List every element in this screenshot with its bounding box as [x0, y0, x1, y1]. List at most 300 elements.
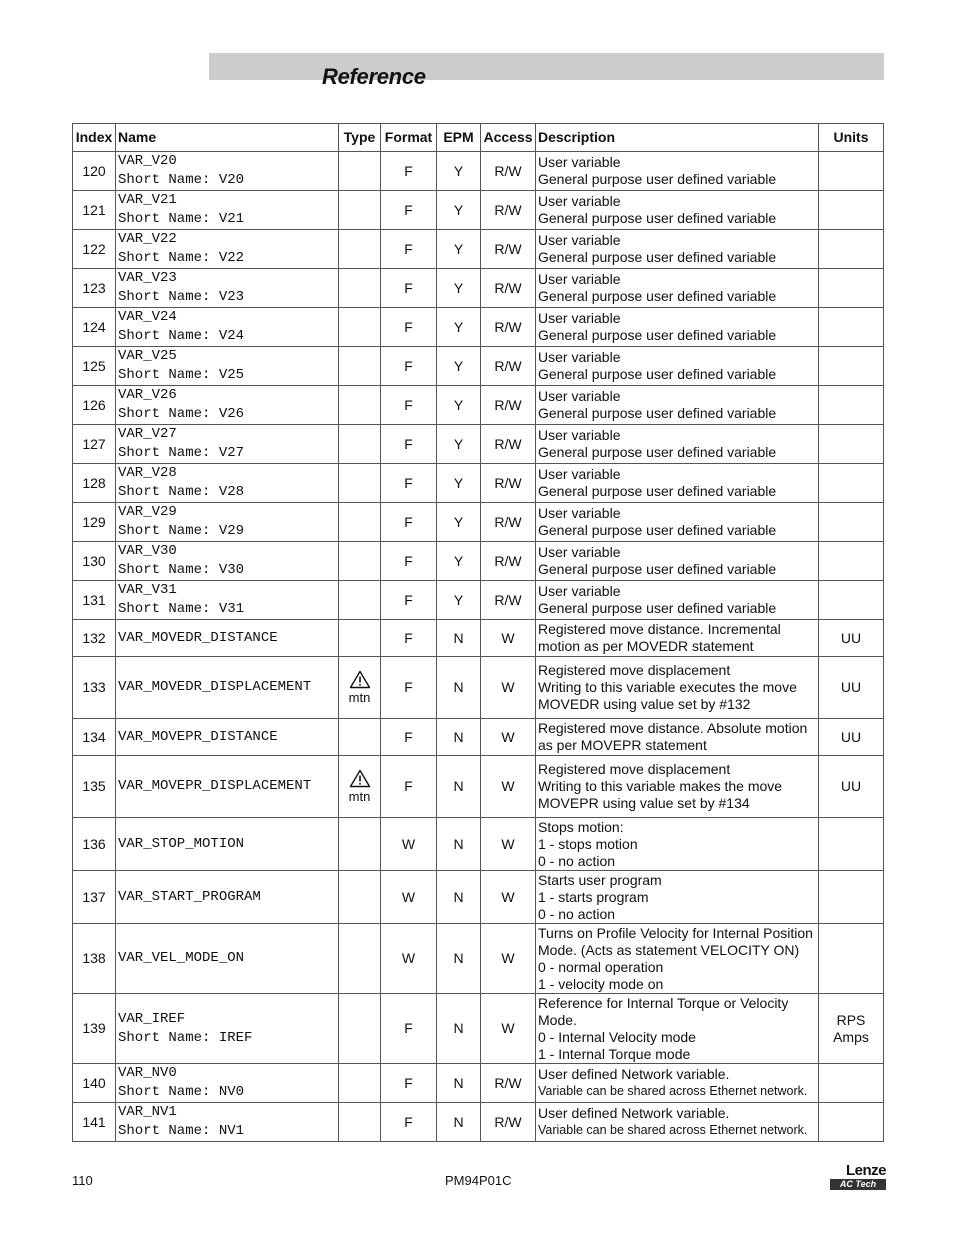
name-line: Short Name: V31	[118, 601, 245, 617]
description-line: General purpose user defined variable	[538, 171, 777, 187]
cell-name	[116, 818, 339, 871]
cell-format: F	[381, 756, 437, 818]
name-line: VAR_V26	[118, 387, 177, 403]
cell-name	[116, 620, 339, 657]
name-line: VAR_NV0	[118, 1065, 177, 1081]
cell-units	[819, 871, 884, 924]
description-line: Stops motion:	[538, 818, 624, 835]
cell-epm: N	[437, 620, 481, 657]
cell-format: W	[381, 818, 437, 871]
cell-epm: Y	[437, 347, 481, 386]
description-line: User variable	[538, 583, 621, 599]
name-line: VAR_MOVEDR_DISPLACEMENT	[118, 679, 312, 695]
cell-units	[819, 308, 884, 347]
table-row	[73, 152, 884, 191]
description-line: General purpose user defined variable	[538, 522, 777, 538]
cell-epm: Y	[437, 503, 481, 542]
description-line: 0 - no action	[538, 905, 616, 922]
table-row	[73, 871, 884, 924]
cell-name	[116, 657, 339, 719]
warning-triangle-icon	[349, 670, 371, 689]
cell-description	[536, 581, 819, 620]
cell-type	[339, 542, 381, 581]
description-line: Registered move distance. Incremental	[538, 621, 781, 637]
cell-index: 136	[73, 818, 116, 871]
cell-units	[819, 191, 884, 230]
name-line: VAR_NV1	[118, 1104, 177, 1120]
name-line: Short Name: NV0	[118, 1084, 245, 1100]
table-header-row	[73, 124, 884, 152]
logo-main-text: Lenze	[845, 1162, 886, 1179]
cell-description	[536, 386, 819, 425]
description-line: General purpose user defined variable	[538, 405, 777, 421]
description-line: MOVEPR using value set by #134	[538, 795, 750, 811]
description-line: User variable	[538, 349, 621, 365]
cell-type	[339, 871, 381, 924]
cell-name	[116, 994, 339, 1064]
cell-index: 132	[73, 620, 116, 657]
table-row	[73, 1064, 884, 1103]
cell-type	[339, 1064, 381, 1103]
cell-name	[116, 269, 339, 308]
cell-units	[819, 347, 884, 386]
column-header-index: Index	[73, 124, 116, 152]
table-row	[73, 269, 884, 308]
description-line: Turns on Profile Velocity for Internal Position	[538, 924, 813, 941]
cell-access: R/W	[481, 386, 536, 425]
cell-type	[339, 581, 381, 620]
units-line: UU	[840, 679, 862, 695]
name-line: Short Name: NV1	[118, 1123, 245, 1139]
cell-type	[339, 620, 381, 657]
name-line: VAR_V27	[118, 426, 177, 442]
table-row	[73, 308, 884, 347]
description-line: Mode. (Acts as statement VELOCITY ON)	[538, 941, 800, 958]
cell-access: R/W	[481, 230, 536, 269]
cell-units	[819, 581, 884, 620]
table-row	[73, 386, 884, 425]
cell-type	[339, 924, 381, 994]
description-line: General purpose user defined variable	[538, 210, 777, 226]
cell-name	[116, 152, 339, 191]
cell-format: F	[381, 308, 437, 347]
cell-epm: Y	[437, 425, 481, 464]
cell-type	[339, 818, 381, 871]
cell-index: 125	[73, 347, 116, 386]
cell-index: 134	[73, 719, 116, 756]
cell-description	[536, 230, 819, 269]
description-line: General purpose user defined variable	[538, 288, 777, 304]
cell-name	[116, 756, 339, 818]
table-row	[73, 230, 884, 269]
name-line: VAR_MOVEPR_DISPLACEMENT	[118, 778, 312, 794]
cell-units	[819, 230, 884, 269]
cell-format: F	[381, 230, 437, 269]
column-header-type: Type	[339, 124, 381, 152]
name-line: VAR_STOP_MOTION	[118, 835, 245, 852]
cell-units	[819, 818, 884, 871]
cell-access: R/W	[481, 1103, 536, 1142]
description-line: Writing to this variable makes the move	[538, 778, 783, 794]
cell-index: 133	[73, 657, 116, 719]
description-line: General purpose user defined variable	[538, 561, 777, 577]
cell-description	[536, 269, 819, 308]
cell-description	[536, 756, 819, 818]
type-marker	[341, 769, 378, 804]
description-line: User variable	[538, 271, 621, 287]
cell-epm: N	[437, 756, 481, 818]
cell-format: F	[381, 347, 437, 386]
cell-units	[819, 503, 884, 542]
description-line: 1 - stops motion	[538, 835, 638, 852]
cell-format: F	[381, 994, 437, 1064]
cell-type	[339, 464, 381, 503]
cell-format: F	[381, 386, 437, 425]
description-line: User variable	[538, 232, 621, 248]
name-line: VAR_V30	[118, 543, 177, 559]
description-line: as per MOVEPR statement	[538, 737, 707, 753]
cell-access: W	[481, 924, 536, 994]
cell-description	[536, 542, 819, 581]
cell-access: R/W	[481, 425, 536, 464]
cell-description	[536, 871, 819, 924]
cell-index: 124	[73, 308, 116, 347]
cell-name	[116, 386, 339, 425]
cell-access: R/W	[481, 308, 536, 347]
cell-index: 138	[73, 924, 116, 994]
column-header-units: Units	[819, 124, 884, 152]
description-line: 1 - velocity mode on	[538, 975, 664, 992]
description-line: General purpose user defined variable	[538, 483, 777, 499]
name-line: Short Name: V25	[118, 367, 245, 383]
cell-description	[536, 994, 819, 1064]
cell-units	[819, 719, 884, 756]
cell-description	[536, 1103, 819, 1142]
cell-access: W	[481, 620, 536, 657]
name-line: Short Name: V30	[118, 562, 245, 578]
description-line: User variable	[538, 310, 621, 326]
name-line: Short Name: V27	[118, 445, 245, 461]
units-line: UU	[840, 629, 862, 646]
cell-units	[819, 1103, 884, 1142]
cell-units	[819, 657, 884, 719]
cell-units	[819, 464, 884, 503]
column-header-format: Format	[381, 124, 437, 152]
cell-format: F	[381, 719, 437, 756]
description-line: General purpose user defined variable	[538, 249, 777, 265]
cell-name	[116, 581, 339, 620]
cell-access: W	[481, 818, 536, 871]
description-line: Registered move distance. Absolute motion	[538, 720, 808, 736]
description-line: Reference for Internal Torque or Velocity	[538, 994, 789, 1011]
units-line: UU	[840, 728, 862, 745]
cell-description	[536, 657, 819, 719]
cell-index: 129	[73, 503, 116, 542]
cell-type	[339, 347, 381, 386]
description-line: User variable	[538, 505, 621, 521]
name-line: VAR_MOVEDR_DISTANCE	[118, 629, 278, 646]
cell-units	[819, 994, 884, 1064]
type-label: mtn	[348, 789, 371, 804]
cell-index: 130	[73, 542, 116, 581]
cell-index: 122	[73, 230, 116, 269]
cell-type	[339, 1103, 381, 1142]
cell-type	[339, 152, 381, 191]
table-row	[73, 503, 884, 542]
cell-name	[116, 230, 339, 269]
cell-description	[536, 503, 819, 542]
cell-access: R/W	[481, 269, 536, 308]
cell-name	[116, 191, 339, 230]
header-band	[209, 53, 884, 80]
description-line: User defined Network variable.	[538, 1105, 730, 1121]
cell-format: W	[381, 871, 437, 924]
description-line: Mode.	[538, 1011, 577, 1028]
description-line: General purpose user defined variable	[538, 600, 777, 616]
document-id: PM94P01C	[445, 1173, 512, 1188]
cell-units	[819, 542, 884, 581]
cell-epm: Y	[437, 152, 481, 191]
units-line: RPS	[836, 1011, 866, 1028]
cell-format: W	[381, 924, 437, 994]
table-row	[73, 719, 884, 756]
name-line: Short Name: IREF	[118, 1029, 253, 1046]
cell-name	[116, 719, 339, 756]
cell-type	[339, 719, 381, 756]
table-row	[73, 347, 884, 386]
cell-type	[339, 269, 381, 308]
name-line: Short Name: V20	[118, 172, 245, 188]
description-line: 1 - starts program	[538, 888, 649, 905]
cell-name	[116, 503, 339, 542]
description-line: Registered move displacement	[538, 761, 731, 777]
description-line: Writing to this variable executes the move	[538, 679, 797, 695]
cell-access: W	[481, 994, 536, 1064]
cell-epm: Y	[437, 581, 481, 620]
cell-name	[116, 1103, 339, 1142]
cell-access: R/W	[481, 152, 536, 191]
cell-description	[536, 308, 819, 347]
cell-index: 139	[73, 994, 116, 1064]
description-line: User variable	[538, 193, 621, 209]
type-label: mtn	[348, 690, 371, 705]
page-title: Reference	[322, 64, 426, 89]
cell-access: R/W	[481, 542, 536, 581]
cell-description	[536, 1064, 819, 1103]
name-line: Short Name: V28	[118, 484, 245, 500]
cell-index: 126	[73, 386, 116, 425]
name-line: VAR_VEL_MODE_ON	[118, 950, 245, 966]
cell-type	[339, 756, 381, 818]
lenze-logo	[830, 1163, 886, 1190]
parameter-table	[72, 123, 884, 1142]
name-line: VAR_V21	[118, 192, 177, 208]
cell-epm: N	[437, 818, 481, 871]
cell-access: R/W	[481, 503, 536, 542]
cell-access: R/W	[481, 464, 536, 503]
cell-index: 120	[73, 152, 116, 191]
cell-access: W	[481, 756, 536, 818]
cell-epm: Y	[437, 191, 481, 230]
warning-triangle-icon	[349, 769, 371, 788]
cell-units	[819, 620, 884, 657]
table-row	[73, 191, 884, 230]
cell-description	[536, 924, 819, 994]
cell-epm: N	[437, 994, 481, 1064]
cell-format: F	[381, 503, 437, 542]
cell-units	[819, 386, 884, 425]
description-note: Variable can be shared across Ethernet network.	[538, 1084, 808, 1098]
name-line: Short Name: V26	[118, 406, 245, 422]
cell-format: F	[381, 269, 437, 308]
table-row	[73, 818, 884, 871]
logo-sub-text: AC Tech	[830, 1179, 886, 1190]
description-line: User variable	[538, 544, 621, 560]
name-line: VAR_V22	[118, 231, 177, 247]
cell-access: W	[481, 871, 536, 924]
cell-name	[116, 1064, 339, 1103]
cell-index: 137	[73, 871, 116, 924]
name-line: VAR_V28	[118, 465, 177, 481]
description-line: 0 - normal operation	[538, 958, 664, 975]
cell-format: F	[381, 581, 437, 620]
cell-epm: N	[437, 871, 481, 924]
table-row	[73, 756, 884, 818]
description-line: General purpose user defined variable	[538, 327, 777, 343]
cell-epm: N	[437, 924, 481, 994]
cell-type	[339, 191, 381, 230]
cell-format: F	[381, 657, 437, 719]
cell-access: W	[481, 657, 536, 719]
cell-index: 135	[73, 756, 116, 818]
cell-description	[536, 152, 819, 191]
cell-description	[536, 620, 819, 657]
description-line: 1 - Internal Torque mode	[538, 1045, 691, 1062]
cell-units	[819, 1064, 884, 1103]
name-line: VAR_V20	[118, 153, 177, 169]
cell-format: F	[381, 191, 437, 230]
column-header-epm: EPM	[437, 124, 481, 152]
name-line: Short Name: V29	[118, 523, 245, 539]
cell-access: R/W	[481, 1064, 536, 1103]
cell-format: F	[381, 1064, 437, 1103]
page-number: 110	[72, 1173, 93, 1188]
cell-description	[536, 719, 819, 756]
cell-description	[536, 191, 819, 230]
cell-index: 141	[73, 1103, 116, 1142]
table-row	[73, 542, 884, 581]
cell-epm: N	[437, 1103, 481, 1142]
column-header-name: Name	[116, 124, 339, 152]
cell-index: 127	[73, 425, 116, 464]
cell-epm: Y	[437, 230, 481, 269]
table-body	[73, 152, 884, 1142]
cell-name	[116, 871, 339, 924]
cell-epm: Y	[437, 308, 481, 347]
cell-type	[339, 425, 381, 464]
description-line: motion as per MOVEDR statement	[538, 638, 754, 654]
cell-units	[819, 756, 884, 818]
cell-type	[339, 503, 381, 542]
cell-epm: Y	[437, 464, 481, 503]
table-row	[73, 657, 884, 719]
name-line: VAR_MOVEPR_DISTANCE	[118, 728, 278, 745]
cell-type	[339, 230, 381, 269]
cell-type	[339, 657, 381, 719]
description-line: 0 - Internal Velocity mode	[538, 1028, 696, 1045]
type-marker	[341, 670, 378, 705]
cell-index: 140	[73, 1064, 116, 1103]
cell-units	[819, 269, 884, 308]
cell-name	[116, 308, 339, 347]
cell-description	[536, 818, 819, 871]
cell-epm: Y	[437, 269, 481, 308]
column-header-access: Access	[481, 124, 536, 152]
cell-index: 123	[73, 269, 116, 308]
description-line: User variable	[538, 427, 621, 443]
name-line: VAR_V25	[118, 348, 177, 364]
cell-format: F	[381, 620, 437, 657]
cell-description	[536, 464, 819, 503]
cell-epm: Y	[437, 542, 481, 581]
description-line: Starts user program	[538, 871, 662, 888]
cell-name	[116, 542, 339, 581]
description-line: 0 - no action	[538, 852, 616, 869]
description-line: User variable	[538, 388, 621, 404]
name-line: VAR_V29	[118, 504, 177, 520]
cell-description	[536, 347, 819, 386]
description-line: User defined Network variable.	[538, 1066, 730, 1082]
units-line: UU	[840, 778, 862, 794]
units-line: Amps	[833, 1028, 869, 1045]
table-row	[73, 425, 884, 464]
cell-format: F	[381, 1103, 437, 1142]
cell-format: F	[381, 464, 437, 503]
name-line: VAR_V23	[118, 270, 177, 286]
description-line: User variable	[538, 154, 621, 170]
cell-type	[339, 994, 381, 1064]
description-line: MOVEDR using value set by #132	[538, 696, 751, 712]
name-line: Short Name: V23	[118, 289, 245, 305]
cell-epm: N	[437, 1064, 481, 1103]
cell-type	[339, 308, 381, 347]
description-line: User variable	[538, 466, 621, 482]
name-line: Short Name: V22	[118, 250, 245, 266]
cell-format: F	[381, 425, 437, 464]
name-line: VAR_IREF	[118, 1010, 186, 1027]
cell-units	[819, 152, 884, 191]
cell-type	[339, 386, 381, 425]
cell-access: R/W	[481, 581, 536, 620]
cell-name	[116, 347, 339, 386]
table-row	[73, 620, 884, 657]
description-note: Variable can be shared across Ethernet network.	[538, 1123, 808, 1137]
cell-access: R/W	[481, 191, 536, 230]
table-row	[73, 994, 884, 1064]
description-line: General purpose user defined variable	[538, 444, 777, 460]
cell-access: R/W	[481, 347, 536, 386]
name-line: VAR_START_PROGRAM	[118, 888, 261, 905]
cell-format: F	[381, 152, 437, 191]
description-line: Registered move displacement	[538, 662, 731, 678]
column-header-description: Description	[536, 124, 819, 152]
cell-epm: N	[437, 719, 481, 756]
cell-name	[116, 425, 339, 464]
table-row	[73, 581, 884, 620]
cell-epm: N	[437, 657, 481, 719]
table-row	[73, 1103, 884, 1142]
cell-units	[819, 924, 884, 994]
